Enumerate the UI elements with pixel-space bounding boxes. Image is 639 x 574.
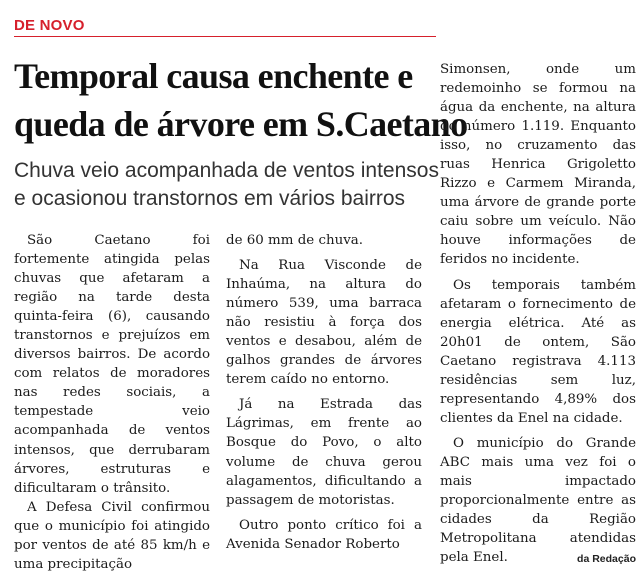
headline-line-1: Temporal causa enchente e <box>14 56 413 96</box>
paragraph-2-start: A Defesa Civil confirmou que o município foi atingido por ventos de até 85 km/h e uma precipitação <box>14 499 210 572</box>
article-column-3 <box>440 60 636 569</box>
paragraph-7-text: O município do Grande ABC mais uma vez foi o mais impactado proporcionalmente entre as cidades da Região Metropolitana atendidas pela Enel. <box>440 435 636 566</box>
paragraph-2-end: de 60 mm de chuva. <box>226 233 364 248</box>
section-kicker: DE NOVO <box>14 17 85 34</box>
paragraph-4: Já na Estrada das Lágrimas, em frente ao Bosque do Povo, o alto volume de chuva gerou alagamentos, dificultando a passagem de motoristas. <box>226 397 422 508</box>
paragraph-3: Na Rua Visconde de Inhaúma, na altura do número 539, uma barraca não resistiu à força dos ventos e desabou, além de galhos grandes de árvores terem caído no entorno. <box>226 258 422 388</box>
paragraph-1: São Caetano foi fortemente atingida pelas chuvas que afetaram a região na tarde desta quinta-feira (6), causando transtornos e prejuízos em diversos bairros. De acordo com relatos de moradores nas redes sociais, a tempestade veio acompanhada de ventos intensos, que derrubaram árvores, estruturas e dificultaram o trânsito. <box>14 233 210 496</box>
paragraph-5-end: Simonsen, onde um redemoinho se formou na água da enchente, na altura do número 1.119. Enquanto isso, no cruzamento das ruas Henrica Grigoletto Rizzo e Carmem Miranda, uma árvore de grande porte caiu sobre um veículo. Não houve informações de feridos no incidente. <box>440 62 636 268</box>
paragraph-7 <box>440 434 636 567</box>
subheadline-line-2: e ocasionou transtornos em vários bairros <box>14 187 406 210</box>
article-column-1 <box>14 231 210 574</box>
article-column-2 <box>226 231 422 554</box>
subheadline <box>14 157 444 213</box>
subheadline-line-1: Chuva veio acompanhada de ventos intensos <box>14 159 439 182</box>
kicker-divider <box>14 36 436 37</box>
headline <box>14 52 468 148</box>
paragraph-6: Os temporais também afetaram o fornecimento de energia elétrica. Até as 20h01 de ontem, São Caetano registrava 4.113 residências sem luz, representando 4,89% dos clientes da Enel na cidade. <box>440 277 636 426</box>
author-credit: da Redação <box>577 553 636 566</box>
headline-line-2: queda de árvore em S.Caetano <box>14 104 468 144</box>
paragraph-5-start: Outro ponto crítico foi a Avenida Senador Roberto <box>226 517 422 552</box>
